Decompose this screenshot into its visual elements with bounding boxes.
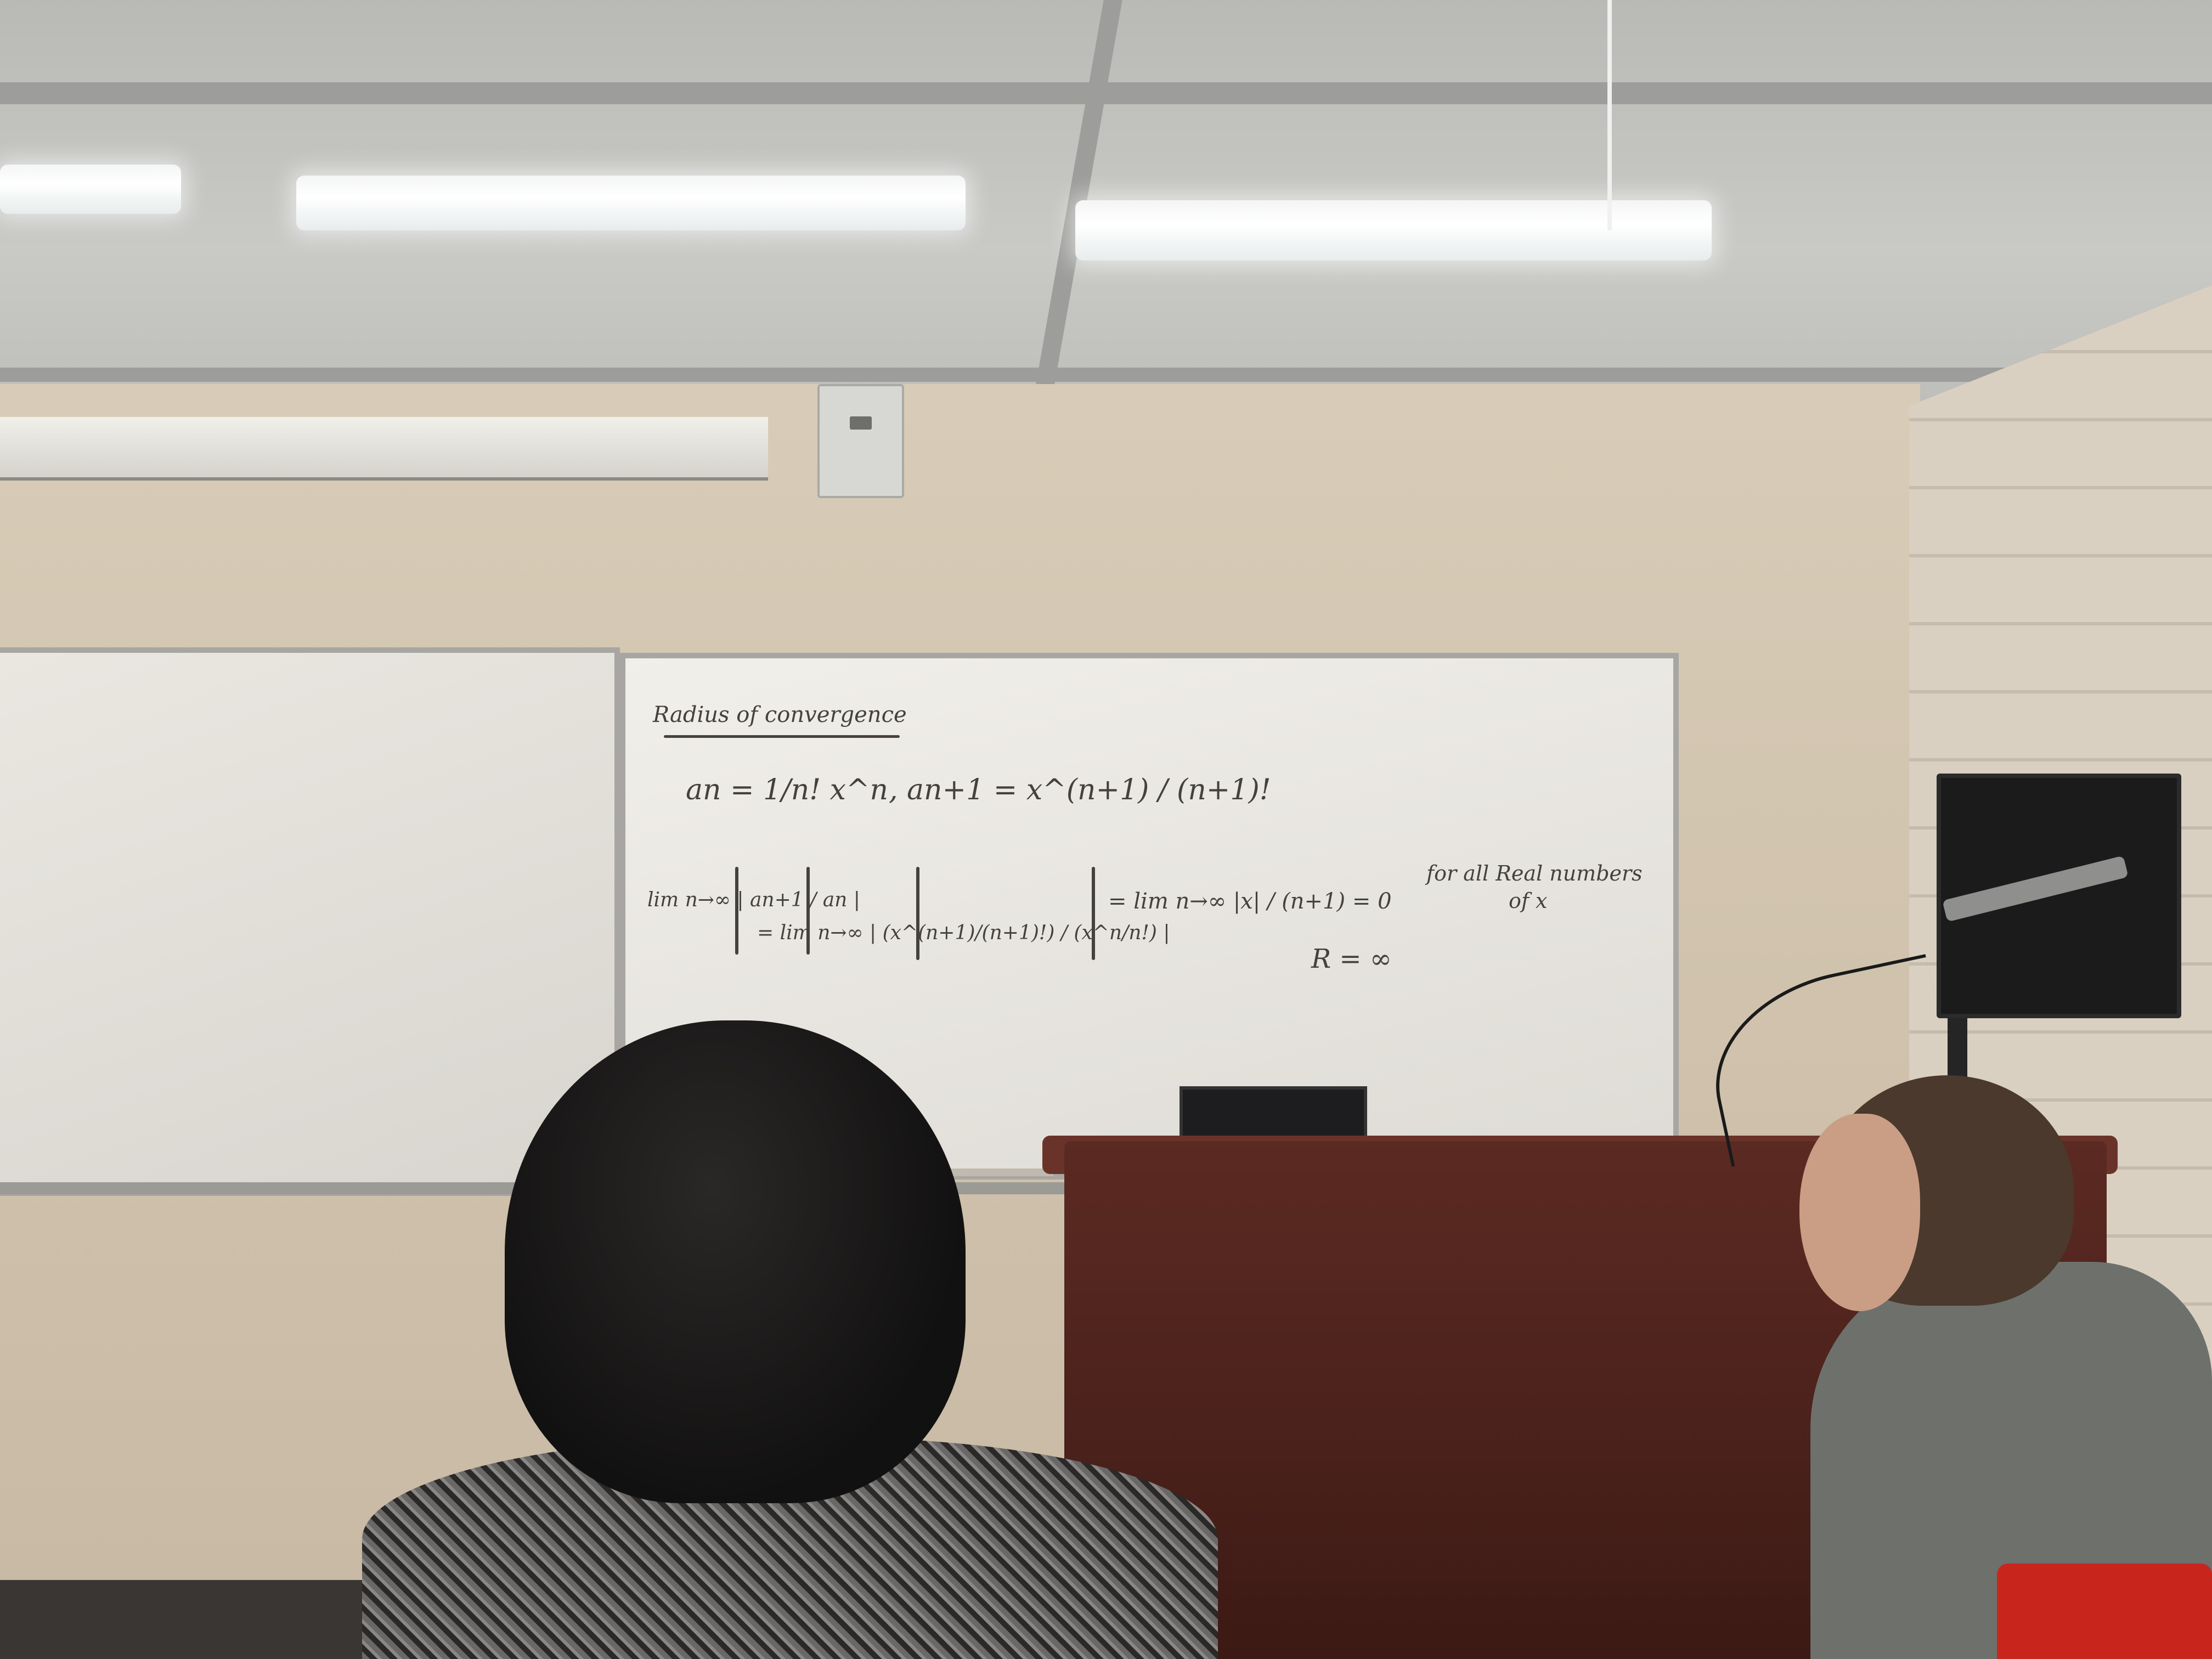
formula-lim1: lim n→∞ | an+1 / an | <box>647 889 860 911</box>
projector-screen-case <box>0 417 768 481</box>
formula-an1: , an+1 = x^(n+1) / (n+1)! <box>889 774 1271 806</box>
speaker-logo <box>850 416 872 430</box>
ceiling-light <box>1075 200 1712 261</box>
ceiling-light <box>296 176 966 230</box>
wall-speaker <box>817 384 904 498</box>
red-chair <box>1997 1564 2212 1659</box>
ceiling-light <box>0 165 181 214</box>
student-hood <box>505 1020 966 1503</box>
hanging-cord <box>1607 0 1612 230</box>
result-radius: R = ∞ <box>1311 944 1392 974</box>
formula-lim2: = lim n→∞ | (x^(n+1)/(n+1)!) / (x^n/n!) | <box>757 922 1170 944</box>
formula-lim3: = lim n→∞ |x| / (n+1) = 0 <box>1108 889 1392 914</box>
title-underline <box>664 735 900 738</box>
note-of-x: of x <box>1509 889 1548 913</box>
ceiling-beam <box>0 368 2212 382</box>
whiteboard-left <box>0 647 620 1196</box>
student-face <box>1799 1114 1920 1311</box>
note-real-numbers: for all Real numbers <box>1426 861 1643 885</box>
board-title: Radius of convergence <box>653 702 907 727</box>
formula-an: an = 1/n! x^n <box>686 774 889 806</box>
abs-bar <box>916 867 919 960</box>
abs-bar <box>1092 867 1095 960</box>
